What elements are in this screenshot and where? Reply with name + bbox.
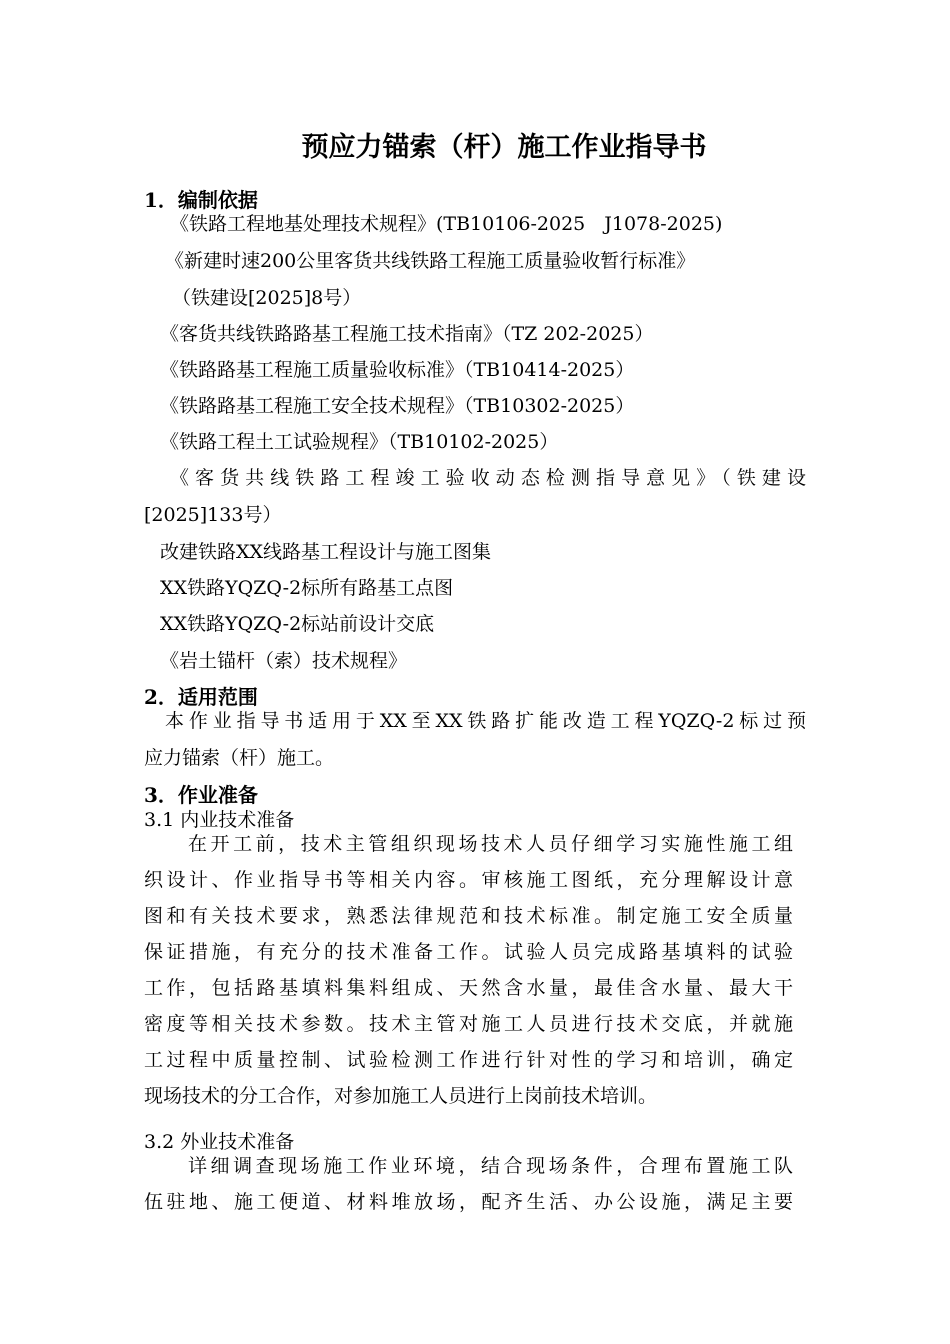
paragraph-line: 保证措施，有充分的技术准备工作。试验人员完成路基填料的试验 — [144, 941, 793, 963]
subsection-3-2-heading: 3.2 外业技术准备 — [144, 1131, 295, 1153]
paragraph-line: 现场技术的分工合作，对参加施工人员进行上岗前技术培训。 — [144, 1085, 658, 1107]
paragraph-line: 工作，包括路基填料集料组成、天然含水量，最佳含水量、最大干 — [144, 977, 793, 999]
reference-item: 《新建时速200公里客货共线铁路工程施工质量验收暂行标准》 — [165, 250, 696, 272]
paragraph-line: 本作业指导书适用于XX至XX铁路扩能改造工程YQZQ-2标过预 — [165, 710, 806, 732]
paragraph-line: 在开工前，技术主管组织现场技术人员仔细学习实施性施工组 — [188, 833, 793, 855]
reference-item: （铁建设[2025]8号） — [172, 287, 362, 309]
subsection-3-1-heading: 3.1 内业技术准备 — [144, 809, 295, 831]
paragraph-line: 伍驻地、施工便道、材料堆放场，配齐生活、办公设施，满足主要 — [144, 1191, 793, 1213]
reference-item: 《铁路路基工程施工质量验收标准》（TB10414-2025） — [160, 359, 635, 381]
reference-item: 《客货共线铁路路基工程施工技术指南》（TZ 202-2025） — [160, 323, 654, 345]
section-3-heading: 3．作业准备 — [144, 783, 258, 807]
reference-item: 改建铁路XX线路基工程设计与施工图集 — [160, 541, 492, 563]
reference-item: 《铁路工程土工试验规程》（TB10102-2025） — [160, 431, 559, 453]
paragraph-line: 工过程中质量控制、试验检测工作进行针对性的学习和培训，确定 — [144, 1049, 793, 1071]
paragraph-line: 详细调查现场施工作业环境，结合现场条件，合理布置施工队 — [188, 1155, 793, 1177]
reference-item: 《铁路工程地基处理技术规程》(TB10106-2025 J1078-2025) — [170, 213, 723, 235]
document-title: 预应力锚索（杆）施工作业指导书 — [301, 132, 707, 163]
reference-item: XX铁路YQZQ-2标所有路基工点图 — [160, 577, 454, 599]
section-1-heading: 1．编制依据 — [144, 188, 258, 212]
paragraph-line: 密度等相关技术参数。技术主管对施工人员进行技术交底，并就施 — [144, 1013, 793, 1035]
paragraph-line: 图和有关技术要求，熟悉法律规范和技术标准。制定施工安全质量 — [144, 905, 793, 927]
reference-item: 《岩土锚杆（索）技术规程》 — [160, 650, 408, 672]
reference-item: 《客货共线铁路工程竣工验收动态检测指导意见》（铁建设 — [170, 467, 806, 489]
reference-item: [2025]133号） — [144, 504, 282, 526]
section-2-heading: 2．适用范围 — [144, 685, 258, 709]
reference-item: 《铁路路基工程施工安全技术规程》（TB10302-2025） — [160, 395, 635, 417]
paragraph-line: 应力锚索（杆）施工。 — [144, 747, 335, 769]
reference-item: XX铁路YQZQ-2标站前设计交底 — [160, 613, 435, 635]
paragraph-line: 织设计、作业指导书等相关内容。审核施工图纸，充分理解设计意 — [144, 869, 793, 891]
